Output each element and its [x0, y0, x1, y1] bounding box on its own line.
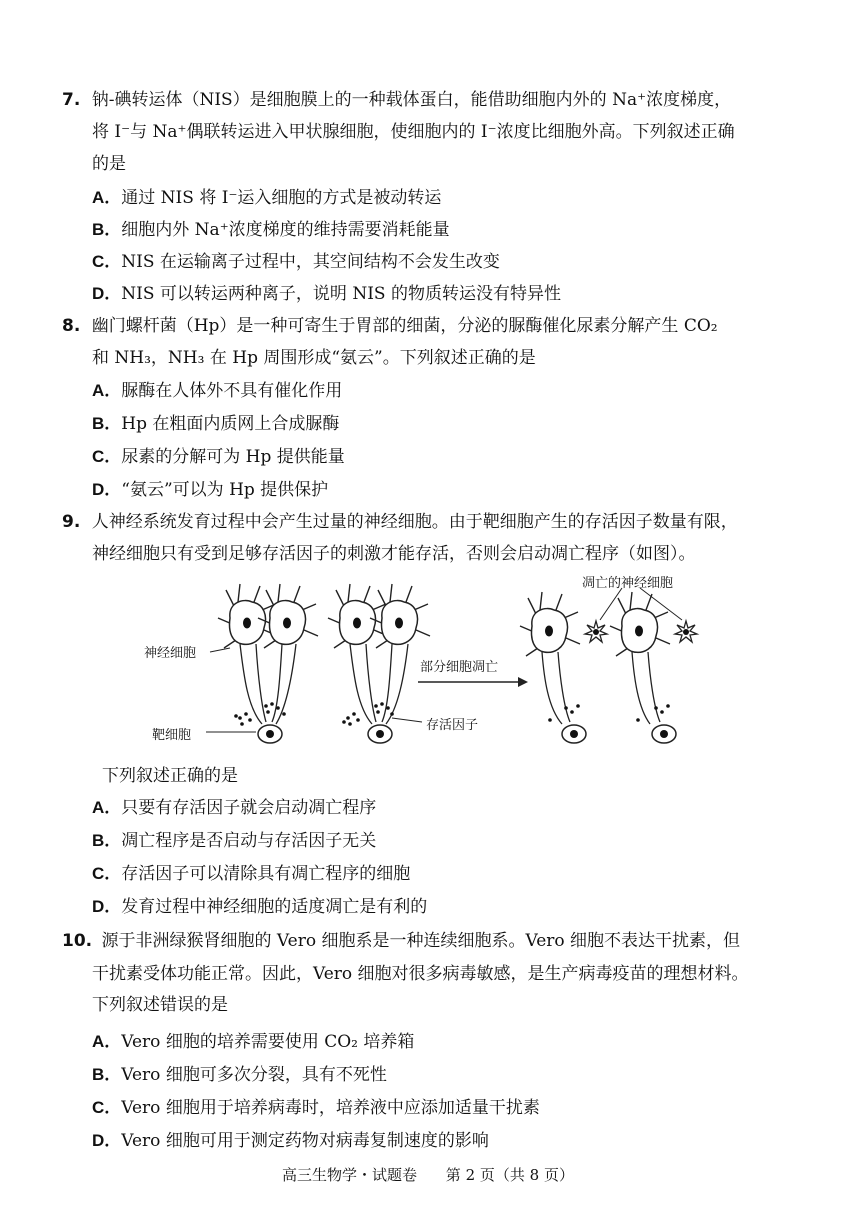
option-b	[92, 1063, 387, 1087]
question-stem-line: 钠-碘转运体（NIS）是细胞膜上的一种载体蛋白，能借助细胞内外的 Na⁺浓度梯度，	[91, 90, 732, 110]
option-letter: D．	[92, 897, 122, 916]
option-letter: D．	[92, 480, 122, 499]
option-c	[92, 445, 345, 469]
question-number: 10.	[62, 931, 93, 951]
neuron-apoptosis-figure	[130, 568, 710, 763]
option-text: 存活因子可以清除具有凋亡程序的细胞	[121, 864, 411, 884]
option-letter: B．	[92, 414, 122, 433]
option-text: 通过 NIS 将 I⁻运入细胞的方式是被动转运	[121, 188, 442, 208]
option-letter: B．	[92, 1065, 122, 1084]
question-stem-line: 幽门螺杆菌（Hp）是一种可寄生于胃部的细菌，分泌的脲酶催化尿素分解产生 CO₂	[91, 316, 718, 336]
option-letter: C．	[92, 447, 122, 466]
option-letter: B．	[92, 220, 122, 239]
question-number: 7.	[62, 90, 81, 110]
neuron-group-3	[520, 592, 607, 743]
option-text: NIS 在运输离子过程中，其空间结构不会发生改变	[121, 252, 500, 272]
option-text: Vero 细胞可用于测定药物对病毒复制速度的影响	[121, 1131, 489, 1151]
option-text: 尿素的分解可为 Hp 提供能量	[121, 447, 345, 467]
option-text: Hp 在粗面内质网上合成脲酶	[121, 414, 340, 434]
question-number: 9.	[62, 512, 81, 532]
process-arrow	[418, 677, 528, 687]
option-b	[92, 412, 339, 436]
question-stem-line: 下列叙述错误的是	[92, 995, 228, 1015]
question-stem-line: 将 I⁻与 Na⁺偶联转运进入甲状腺细胞，使细胞内的 I⁻浓度比细胞外高。下列叙述正确	[92, 122, 735, 142]
option-d	[92, 895, 427, 919]
question-number: 8.	[62, 316, 81, 336]
option-text: Vero 细胞的培养需要使用 CO₂ 培养箱	[121, 1032, 415, 1052]
option-text: 凋亡程序是否启动与存活因子无关	[121, 831, 377, 851]
question-stem-line: 神经细胞只有受到足够存活因子的刺激才能存活，否则会启动凋亡程序（如图）。	[92, 544, 696, 564]
option-a	[92, 796, 376, 820]
option-letter: A．	[92, 381, 122, 400]
option-c	[92, 1096, 540, 1120]
option-a	[92, 186, 441, 210]
option-letter: C．	[92, 864, 122, 883]
option-letter: C．	[92, 1098, 122, 1117]
option-d	[92, 1129, 489, 1153]
neuron-group-1	[218, 584, 318, 743]
option-text: NIS 可以转运两种离子，说明 NIS 的物质转运没有特异性	[121, 284, 561, 304]
option-letter: C．	[92, 252, 122, 271]
option-d	[92, 478, 328, 502]
page-footer	[282, 1164, 574, 1185]
option-text: 脲酶在人体外不具有催化作用	[121, 381, 343, 401]
label-apoptotic-neuron: 凋亡的神经细胞	[582, 576, 674, 591]
option-text: 发育过程中神经细胞的适度凋亡是有利的	[121, 897, 428, 917]
option-c	[92, 862, 410, 886]
option-d	[92, 282, 561, 306]
footer-page-number: 第 2 页（共 8 页）	[445, 1166, 574, 1184]
option-text: 只要有存活因子就会启动凋亡程序	[121, 798, 377, 818]
footer-exam-title: 高三生物学・试题卷	[282, 1166, 418, 1184]
option-a	[92, 379, 342, 403]
question-prompt: 下列叙述正确的是	[102, 766, 238, 786]
label-neuron: 神经细胞	[144, 646, 197, 661]
option-c	[92, 250, 500, 274]
option-text: Vero 细胞可多次分裂，具有不死性	[121, 1065, 387, 1085]
question-stem-line: 干扰素受体功能正常。因此，Vero 细胞对很多病毒敏感，是生产病毒疫苗的理想材料。	[92, 964, 749, 984]
question-stem-line: 和 NH₃，NH₃ 在 Hp 周围形成“氨云”。下列叙述正确的是	[92, 348, 536, 368]
question-stem-line: 人神经系统发育过程中会产生过量的神经细胞。由于靶细胞产生的存活因子数量有限，	[91, 512, 738, 532]
label-target-cell: 靶细胞	[152, 728, 192, 743]
option-letter: A．	[92, 188, 122, 207]
option-a	[92, 1030, 414, 1054]
label-arrow-apoptosis: 部分细胞凋亡	[420, 660, 499, 675]
option-text: 细胞内外 Na⁺浓度梯度的维持需要消耗能量	[121, 220, 450, 240]
option-letter: D．	[92, 1131, 122, 1150]
option-letter: B．	[92, 831, 122, 850]
neuron-group-4	[610, 592, 697, 743]
question-stem-line: 的是	[92, 154, 126, 174]
label-survival-factor: 存活因子	[426, 718, 479, 733]
option-b	[92, 829, 376, 853]
option-letter: D．	[92, 284, 122, 303]
option-text: “氨云”可以为 Hp 提供保护	[121, 480, 329, 500]
option-b	[92, 218, 450, 242]
neuron-group-2	[328, 584, 430, 743]
option-text: Vero 细胞用于培养病毒时，培养液中应添加适量干扰素	[121, 1098, 540, 1118]
option-letter: A．	[92, 1032, 122, 1051]
option-letter: A．	[92, 798, 122, 817]
question-stem-line: 源于非洲绿猴肾细胞的 Vero 细胞系是一种连续细胞系。Vero 细胞不表达干扰素，但	[101, 931, 741, 951]
